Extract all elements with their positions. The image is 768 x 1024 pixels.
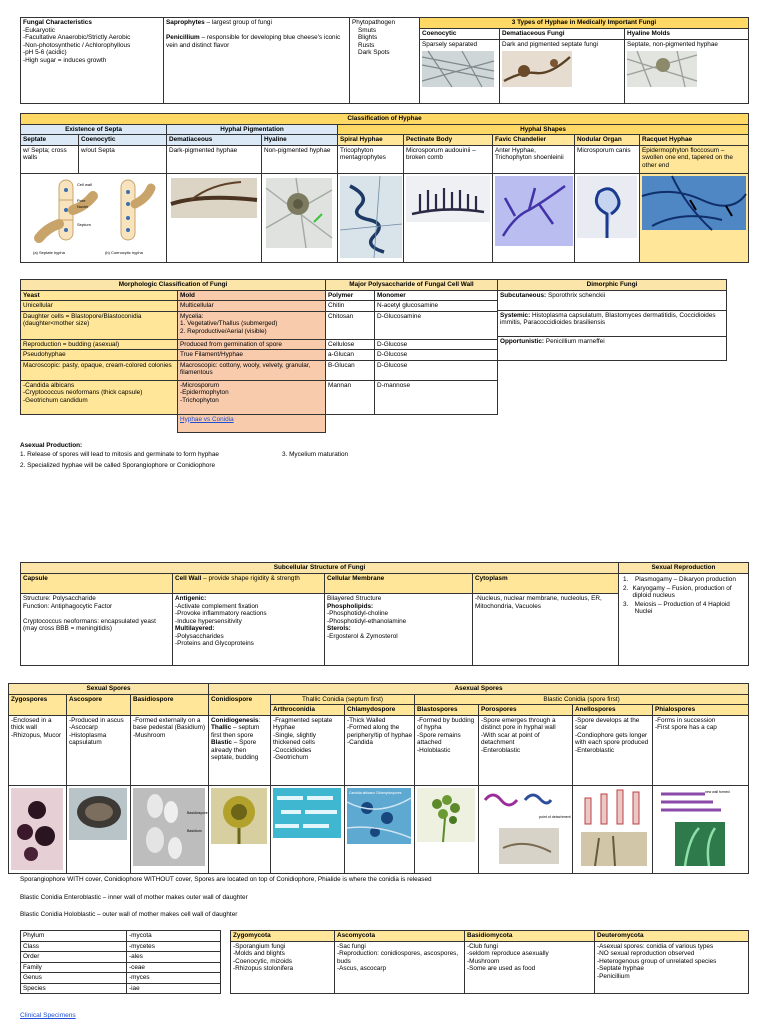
- phytopathogen-title: Phytopathogen: [352, 19, 395, 26]
- polysaccharide-title: Major Polysaccharide of Fungal Cell Wall: [326, 280, 498, 291]
- clinical-specimens-link[interactable]: Clinical Specimens: [20, 1012, 76, 1019]
- suffix-cell: -iae: [127, 983, 221, 994]
- porospores-desc: -Spore emerges through a distinct pore in hyphal wall -With scar at point of detachment -Enteroblastic: [479, 715, 573, 785]
- mold-header: Mold: [178, 290, 326, 301]
- polymer-cell: Chitin: [326, 301, 375, 312]
- systemic-label: Systemic:: [500, 311, 531, 319]
- favic-chandelier-head: Favic Chandelier: [493, 135, 575, 146]
- mold-row-4: True Filament/Hyphae: [178, 350, 326, 361]
- polymer-cell: a-Glucan: [326, 350, 375, 361]
- ascospore-micrograph: [69, 788, 127, 840]
- polysaccharide-table: [325, 279, 498, 415]
- nodular-organ-desc: Microsporum canis: [575, 145, 640, 173]
- step-number: 1.: [623, 576, 629, 583]
- subcutaneous-label: Subcutaneous:: [500, 291, 547, 299]
- polymer-cell: B-Glucan: [326, 360, 375, 380]
- ascospore-image-cell: [67, 785, 131, 873]
- pectinate-body-micrograph: [406, 176, 490, 222]
- basidiomycota-head: Basidiomycota: [465, 931, 595, 942]
- coenocytic-septa-desc: w/out Septa: [79, 145, 167, 173]
- chlamydospore-micrograph: [347, 788, 411, 844]
- cell-wall-title: Cell Wall: [175, 575, 202, 582]
- subcellular-table: [20, 562, 619, 666]
- bilayered-text: Bilayered Structure: [327, 595, 382, 602]
- coenocytic-septa-head: Coenocytic: [79, 135, 167, 146]
- nodular-image-cell: [575, 173, 640, 263]
- arthroconidia-micrograph: [273, 788, 341, 838]
- saprophytes-cell: [164, 18, 350, 104]
- thallic-label: Thallic: [211, 724, 232, 731]
- suffix-cell: -myces: [127, 973, 221, 984]
- rank-cell: Family: [21, 962, 127, 973]
- septate-caption: (a) Septate hypha: [33, 249, 65, 255]
- asexual-production-step-3: 3. Mycelium maturation: [282, 451, 349, 458]
- suffix-cell: -ceae: [127, 962, 221, 973]
- basidiomycota-desc: -Club fungi -seldom reproduce asexually -Mushroom -Some are used as food: [465, 941, 595, 993]
- asexual-production-title: Asexual Production:: [20, 442, 83, 449]
- dematiaceous-image-cell: [167, 173, 262, 263]
- racquet-image-cell: [640, 173, 749, 263]
- blastospores-micrograph: [417, 788, 475, 842]
- polymer-cell: Cellulose: [326, 339, 375, 350]
- racquet-hyphae-desc: Epidermophyton floccosum – swollen one end, tapered on the other end: [640, 145, 749, 173]
- blastospores-head: Blastospores: [415, 705, 479, 716]
- multilayered-items: -Polysaccharides -Proteins and Glycoproteins: [175, 632, 254, 647]
- top-table: [20, 17, 749, 104]
- cell-wall-body: [173, 594, 325, 666]
- mold-row-1: Multicellular: [178, 301, 326, 312]
- pectinate-image-cell: [404, 173, 493, 263]
- monomer-cell: D-Glucose: [375, 360, 498, 380]
- porospores-diagram: [481, 788, 569, 868]
- septate-head: Septate: [21, 135, 79, 146]
- karyogamy-item: Karyogamy – Fusion, production of diploid nucleus: [632, 584, 732, 599]
- phytopathogen-cell: [350, 18, 420, 104]
- sexual-reproduction-list: [619, 574, 749, 666]
- polymer-header: Polymer: [326, 290, 375, 301]
- conidiospore-image-cell: [209, 785, 271, 873]
- monomer-cell: N-acetyl glucosamine: [375, 301, 498, 312]
- blastic-conidia-header: Blastic Conidia (spore first): [415, 694, 749, 705]
- ascospore-head: Ascospore: [67, 694, 131, 715]
- dematiaceous-hyphae-micrograph: [171, 178, 257, 218]
- anellospores-head: Anellospores: [573, 705, 653, 716]
- zygospores-image-cell: [9, 785, 67, 873]
- septum-label: Septum: [77, 221, 91, 227]
- monomer-cell: D-Glucosamine: [375, 311, 498, 339]
- sexual-reproduction-title: Sexual Reproduction: [619, 563, 749, 574]
- sterols-label: Sterols:: [327, 625, 351, 632]
- basidiospore-img-label: Basidiospore: [187, 810, 208, 815]
- saprophytes-desc: – largest group of fungi: [204, 19, 272, 26]
- dimorphic-title: Dimorphic Fungi: [498, 280, 727, 291]
- blastospores-desc: -Formed by budding of hypha -Spore remains attached -Holoblastic: [415, 715, 479, 785]
- monomer-cell: D-Glucose: [375, 339, 498, 350]
- septate-coenocytic-diagram: [21, 174, 167, 260]
- chlamydospore-head: Chlamydospore: [345, 705, 415, 716]
- classification-title: Classification of Hyphae: [21, 114, 749, 125]
- basidiospore-desc: -Formed externally on a base pedestal (Basidium) -Mushroom: [131, 715, 209, 785]
- conidiospore-head: Conidiospore: [209, 694, 271, 715]
- cell-wall-label: Cell wall: [77, 181, 92, 187]
- note-sporangiophore: Sporangiophore WITH cover, Conidiophore WITHOUT cover, Spores are located on top of Conidiophore, Phialide is where the conidia is released: [20, 876, 432, 883]
- phialospores-image-cell: [653, 785, 749, 873]
- cell-wall-header: [173, 574, 325, 594]
- hyphae-types-header: 3 Types of Hyphae in Medically Important Fungi: [420, 18, 749, 29]
- morphologic-table: [20, 279, 326, 433]
- hyaline-head: Hyaline: [262, 135, 338, 146]
- penicillium-label: Penicillium: [166, 34, 200, 41]
- pigmentation-header: Hyphal Pigmentation: [167, 124, 338, 135]
- morphologic-title: Morphologic Classification of Fungi: [21, 280, 326, 291]
- porospores-head: Porospores: [479, 705, 573, 716]
- yeast-header: Yeast: [21, 290, 178, 301]
- coenocytic-head: Coenocytic: [420, 29, 500, 40]
- monomer-cell: D-mannose: [375, 380, 498, 414]
- asexual-production-step-2: 2. Specialized hyphae will be called Sporangiophore or Conidiophore: [20, 462, 216, 469]
- multilayered-label: Multilayered:: [175, 625, 215, 632]
- fungal-characteristics-cell: [21, 18, 164, 104]
- yeast-row-4: Pseudohyphae: [21, 350, 178, 361]
- basidium-img-label: Basidium: [187, 828, 202, 833]
- classification-table: [20, 113, 749, 263]
- spiral-hyphae-head: Spiral Hyphae: [338, 135, 404, 146]
- septate-desc: w/ Septa; cross walls: [21, 145, 79, 173]
- pectinate-body-desc: Microsporum audouinii – broken comb: [404, 145, 493, 173]
- deuteromycota-desc: -Asexual spores: conidia of various types -NO sexual reproduction observed -Heterogenous group of unrelated species -Septate hyphae -Penicillium: [595, 941, 749, 993]
- systemic-value: Histoplasma capsulatum, Blastomyces dermatitidis, Coccidioides immitis, Paracoccidioides brasiliensis: [500, 311, 716, 326]
- zygomycota-head: Zygomycota: [231, 931, 335, 942]
- zygospores-head: Zygospores: [9, 694, 67, 715]
- conidiogenesis-label: Conidiogenesis: [211, 716, 259, 724]
- porospores-image-cell: [479, 785, 573, 873]
- blastic-desc: – Spore already then septate, budding: [211, 739, 259, 761]
- blastospores-image-cell: [415, 785, 479, 873]
- anellospores-image-cell: [573, 785, 653, 873]
- yeast-empty: [21, 414, 178, 432]
- yeast-row-1: Unicellular: [21, 301, 178, 312]
- ascomycota-desc: -Sac fungi -Reproduction: conidiospores, ascospores, buds -Ascus, ascocarp: [335, 941, 465, 993]
- coenocytic-desc: Sparsely separated: [422, 41, 478, 48]
- monomer-header: Monomer: [375, 290, 498, 301]
- spiral-hyphae-micrograph: [340, 176, 402, 258]
- note-holoblastic: Blastic Conidia Holoblastic – outer wall of mother makes cell wall of daughter: [20, 911, 238, 918]
- antigenic-items: -Activate complement fixation -Provoke inflammatory reactions -Induce hypersensitivity: [175, 602, 267, 625]
- suffix-cell: -ales: [127, 952, 221, 963]
- step-number: 2.: [623, 584, 629, 592]
- septa-diagram-cell: [21, 173, 167, 263]
- conidiospore-desc: [209, 715, 271, 785]
- polymer-cell: Mannan: [326, 380, 375, 414]
- dimorphic-table: [497, 279, 727, 361]
- arthroconidia-head: Arthroconidia: [271, 705, 345, 716]
- saprophytes-title: Saprophytes: [166, 19, 205, 26]
- coenocytic-cell: [420, 40, 500, 104]
- cell-wall-desc: – provide shape rigidity & strength: [201, 575, 300, 582]
- opportunistic-value: Penicillium marneffei: [544, 337, 605, 345]
- conidiospore-micrograph: [211, 788, 267, 844]
- favic-chandelier-micrograph: [495, 176, 573, 246]
- rank-cell: Genus: [21, 973, 127, 984]
- spiral-hyphae-desc: Tricophyton mentagrophytes: [338, 145, 404, 173]
- subcellular-title: Subcellular Structure of Fungi: [21, 563, 619, 574]
- mold-row-3: Produced from germination of spore: [178, 339, 326, 350]
- yeast-row-5: Macroscopic: pasty, opaque, cream-colored colonies: [21, 360, 178, 380]
- dematiaceous-fungi-desc: Dark and pigmented septate fungi: [502, 41, 598, 48]
- dematiaceous-fungi-head: Dematiaceous Fungi: [500, 29, 625, 40]
- yeast-row-3: Reproduction = budding (asexual): [21, 339, 178, 350]
- nodular-organ-micrograph: [577, 176, 637, 238]
- plasmogamy-item: Plasmogamy – Dikaryon production: [635, 576, 736, 583]
- hyaline-micrograph: [627, 51, 697, 87]
- chlamydospore-desc: -Thick Walled -Formed along the periphery/tip of hyphae -Candida: [345, 715, 415, 785]
- taxonomy-table: [20, 930, 221, 994]
- suffix-cell: -mycota: [127, 931, 221, 942]
- mold-row-5: Macroscopic: cottony, wooly, velvety, granular, filamentous: [178, 360, 326, 380]
- dematiaceous-fungi-cell: [500, 40, 625, 104]
- penicillium-desc: – responsible for developing blue cheese's iconic vein and distinct flavor: [166, 34, 341, 49]
- subcutaneous-cell: [498, 290, 727, 310]
- nuclei-label: Nuclei: [77, 203, 89, 209]
- porospores-img-label: point of detachment: [539, 814, 571, 819]
- phialospores-diagram: [655, 788, 747, 868]
- thallic-conidia-header: Thallic Conidia (septum first): [271, 694, 415, 705]
- hyaline-hyphae-micrograph: [266, 178, 332, 248]
- monomer-cell: D-Glucose: [375, 350, 498, 361]
- arthroconidia-desc: -Fragmented septate Hyphae -Single, slightly thickened cells -Coccidioides -Geotrichum: [271, 715, 345, 785]
- phialospores-img-label: new wall formed: [705, 789, 730, 794]
- deuteromycota-head: Deuteromycota: [595, 931, 749, 942]
- sexual-spores-header: Sexual Spores: [9, 684, 209, 695]
- phialospores-desc: -Forms in succession -First spore has a cap: [653, 715, 749, 785]
- chlamydospore-img-label: Candida albicans Chlamydospores: [349, 790, 402, 795]
- capsule-body: Structure: Polysaccharide Function: Antiphagocytic Factor Cryptococcus neoformans: encapsulated yeast (may cross BBB = meningitidis): [21, 594, 173, 666]
- capsule-header: Capsule: [21, 574, 173, 594]
- yeast-row-6: -Candida albicans -Cryptococcus neoformans (thick capsule) -Geotrichum candidum: [21, 380, 178, 414]
- cell-membrane-body: [325, 594, 473, 666]
- fungal-characteristics-title: Fungal Characteristics: [23, 19, 92, 26]
- blastic-label: Blastic: [211, 739, 232, 746]
- favic-chandelier-desc: Anter Hyphae, Trichophyton shoenleinii: [493, 145, 575, 173]
- cytoplasm-header: Cytoplasm: [473, 574, 619, 594]
- asexual-production-step-1: 1. Release of spores will lead to mitosis and germinate to form hyphae: [20, 451, 219, 458]
- hyaline-molds-desc: Septate, non-pigmented hyphae: [627, 41, 718, 48]
- subcutaneous-value: Sporothrix schenckii: [546, 291, 606, 299]
- phospholipids-items: -Phosphotidyl-choline -Phosphotidyl-ethanolamine: [327, 610, 407, 625]
- phyla-table: [230, 930, 749, 994]
- spores-table: [8, 683, 749, 874]
- basidiospore-image-cell: [131, 785, 209, 873]
- basidiospore-head: Basidiospore: [131, 694, 209, 715]
- anellospores-desc: -Spore develops at the scar -Condiophore gets longer with each spore produced -Enteroblastic: [573, 715, 653, 785]
- coenocytic-caption: (b) Coenocytic hypha: [105, 249, 143, 255]
- hyaline-molds-head: Hyaline Molds: [625, 29, 749, 40]
- sexual-reproduction-table: [618, 562, 749, 666]
- dematiaceous-head: Dematiaceous: [167, 135, 262, 146]
- sterols-items: -Ergosterol & Zymosterol: [327, 632, 398, 640]
- pectinate-body-head: Pectinate Body: [404, 135, 493, 146]
- basidiospore-micrograph: [133, 788, 208, 866]
- rank-cell: Order: [21, 952, 127, 963]
- meiosis-item: Meiosis – Production of 4 Haploid Nuclei: [634, 600, 730, 615]
- mold-link-cell: [178, 414, 326, 432]
- mold-row-2: Mycelia: 1. Vegetative/Thallus (submerged) 2. Reproductive/Aerial (visible): [178, 311, 326, 339]
- spiral-image-cell: [338, 173, 404, 263]
- thallic-desc: – septum first then spore: [211, 724, 260, 739]
- systemic-cell: [498, 310, 727, 336]
- opportunistic-label: Opportunistic:: [500, 337, 545, 345]
- chlamydospore-image-cell: [345, 785, 415, 873]
- rank-cell: Class: [21, 941, 127, 952]
- rank-cell: Species: [21, 983, 127, 994]
- dematiaceous-micrograph: [502, 51, 572, 87]
- hyaline-image-cell: [262, 173, 338, 263]
- zygospores-micrograph: [11, 788, 63, 870]
- hyphal-shapes-header: Hyphal Shapes: [338, 124, 749, 135]
- cytoplasm-body: -Nucleus, nuclear membrane, nucleolus, ER, Mitochondria, Vacuoles: [473, 594, 619, 666]
- zygospores-desc: -Enclosed in a thick wall -Rhizopus, Mucor: [9, 715, 67, 785]
- racquet-hyphae-head: Racquet Hyphae: [640, 135, 749, 146]
- ascomycota-head: Ascomycota: [335, 931, 465, 942]
- opportunistic-cell: [498, 336, 727, 360]
- anellospores-diagram: [575, 788, 651, 868]
- favic-image-cell: [493, 173, 575, 263]
- mold-row-6: -Microsporum -Epidermophyton -Trichophyton: [178, 380, 326, 414]
- phytopathogen-items: Smuts Blights Rusts Dark Spots: [358, 26, 390, 56]
- step-number: 3.: [623, 600, 629, 608]
- ascospore-desc: -Produced in ascus -Ascocarp -Histoplasma capsulatum: [67, 715, 131, 785]
- nodular-organ-head: Nodular Organ: [575, 135, 640, 146]
- cell-membrane-header: Cellular Membrane: [325, 574, 473, 594]
- phialospores-head: Phialospores: [653, 705, 749, 716]
- note-enteroblastic: Blastic Conidia Enteroblastic – inner wall of mother makes outer wall of daughter: [20, 894, 248, 901]
- coenocytic-micrograph: [422, 51, 494, 87]
- hyaline-molds-cell: [625, 40, 749, 104]
- existence-septa-header: Existence of Septa: [21, 124, 167, 135]
- antigenic-label: Antigenic:: [175, 595, 207, 602]
- suffix-cell: -mycetes: [127, 941, 221, 952]
- yeast-row-2: Daughter cells = Blastopore/Blastoconidia (daughter<mother size): [21, 311, 178, 339]
- asexual-spores-header: Asexual Spores: [209, 684, 749, 695]
- zygomycota-desc: -Sporangium fungi -Molds and blights -Coenocytic, mizoids -Rhizopus stolonifera: [231, 941, 335, 993]
- hyaline-desc: Non-pigmented hyphae: [262, 145, 338, 173]
- rank-cell: Phylum: [21, 931, 127, 942]
- hyphae-vs-conidia-link[interactable]: Hyphae vs Conidia: [180, 415, 234, 423]
- dematiaceous-desc: Dark-pigmented hyphae: [167, 145, 262, 173]
- phospholipids-label: Phospholipids:: [327, 602, 374, 610]
- conidiogenesis-colon: :: [258, 716, 261, 724]
- fungal-characteristics-items: -Eukaryotic -Facultative Anaerobic/Strictly Aerobic -Non-photosynthetic / Achlorophyllous -pH 5-6 (acidic) -High sugar = induces growth: [23, 26, 131, 64]
- pore-label: Pore: [77, 197, 86, 203]
- arthroconidia-image-cell: [271, 785, 345, 873]
- racquet-hyphae-micrograph: [642, 176, 746, 230]
- polymer-cell: Chitosan: [326, 311, 375, 339]
